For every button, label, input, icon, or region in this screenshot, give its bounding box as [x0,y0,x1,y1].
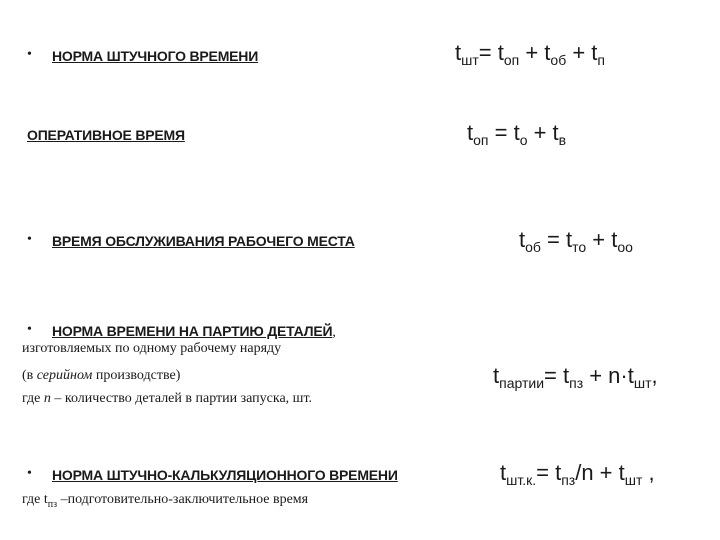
formula-piece-time: $t_{шт}= t_{оп} + t_{об} + t_п$ [455,40,606,68]
formula-operative-time: $t_{оп} = t_о + t_в$ [467,120,567,148]
formula-piece-calc-time: $t_{шт.к.}= t_{пз}/n + t_{шт}$ , [500,460,655,488]
heading-workplace-service-time: ВРЕМЯ ОБСЛУЖИВАНИЯ РАБОЧЕГО МЕСТА [52,233,355,249]
bullet: • [27,47,32,62]
batch-n-definition: где n – количество деталей в партии запуска, шт. [22,391,313,406]
bullet: • [27,466,32,481]
bullet: • [27,232,32,247]
batch-description: изготовляемых по одному рабочему наряду [22,341,282,356]
heading-piece-calc-time: НОРМА ШТУЧНО-КАЛЬКУЛЯЦИОННОГО ВРЕМЕНИ [52,467,398,483]
prep-time-definition: где $t_{пз}$ –подготовительно-заключительное время [22,492,309,510]
heading-piece-time-norm: НОРМА ШТУЧНОГО ВРЕМЕНИ [52,48,259,64]
formula-batch-time: $t_{партии}= t_{пз} + n\cdot t_{шт}$, [493,363,658,391]
bullet: • [27,322,32,337]
heading-operative-time: ОПЕРАТИВНОЕ ВРЕМЯ [27,127,185,143]
heading-batch-time-norm: НОРМА ВРЕМЕНИ НА ПАРТИЮ ДЕТАЛЕЙ, [52,323,336,340]
formula-service-time: $t_{об} = t_{то} + t_{оо}$ [519,227,633,255]
batch-serial-note: (в серийном производстве) [22,368,181,383]
